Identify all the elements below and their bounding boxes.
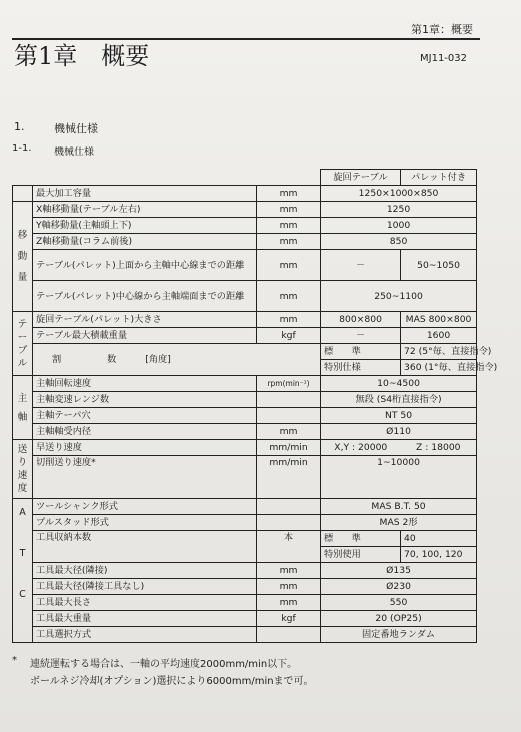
table-row — [13, 408, 477, 424]
table-header-row — [13, 170, 477, 186]
table-row — [13, 595, 477, 611]
row-label: 主軸軸受内径 — [33, 424, 257, 440]
table-row — [13, 627, 477, 643]
sub-label-special: 特別使用 — [321, 547, 401, 563]
row-label: 主軸テーパ穴 — [33, 408, 257, 424]
table-row — [13, 376, 477, 392]
row-label: Z軸移動量(コラム前後) — [33, 234, 257, 250]
row-unit: mm — [257, 281, 321, 312]
row-unit: rpm(min⁻¹) — [257, 376, 321, 392]
row-value: 1~10000 — [321, 456, 477, 499]
row-label: Y軸移動量(主軸頭上下) — [33, 218, 257, 234]
table-row — [13, 328, 477, 344]
row-label: テーブル(パレット)中心線から主軸端面までの距離 — [33, 281, 257, 312]
table-row — [13, 186, 477, 202]
row-unit: mm/min — [257, 440, 321, 456]
row-unit: mm — [257, 595, 321, 611]
row-value: 1250 — [321, 202, 477, 218]
row-label: 割 数 — [52, 354, 117, 365]
section-title: 機械仕様 — [54, 122, 98, 135]
row-value: Ø135 — [321, 563, 477, 579]
row-unit: mm — [257, 563, 321, 579]
row-label: 早送り速度 — [33, 440, 257, 456]
table-row — [13, 611, 477, 627]
row-label: 旋回テーブル(パレット)大きさ — [33, 312, 257, 328]
row-value: MAS 2形 — [321, 515, 477, 531]
row-unit: kgf — [257, 611, 321, 627]
row-value: 550 — [321, 595, 477, 611]
group-label-spindle: 主 軸 — [13, 376, 33, 440]
row-label: 工具最大径(隣接工具なし) — [33, 579, 257, 595]
sub-label-special: 特別仕様 — [321, 360, 401, 376]
group-label-atc: A T C — [13, 499, 33, 643]
table-row — [13, 344, 477, 360]
row-value: 1250×1000×850 — [321, 186, 477, 202]
table-row — [13, 499, 477, 515]
row-value: MAS 800×800 — [401, 312, 477, 328]
row-unit: kgf — [257, 328, 321, 344]
row-unit: mm — [257, 312, 321, 328]
row-unit: mm — [257, 579, 321, 595]
row-label: 工具最大径(隣接) — [33, 563, 257, 579]
row-value: 20 (OP25) — [321, 611, 477, 627]
row-value: 1000 — [321, 218, 477, 234]
footnote-marker: * — [12, 655, 17, 666]
group-label-travel: 移 動 量 — [13, 202, 33, 312]
row-value: 850 — [321, 234, 477, 250]
row-unit: [角度] — [145, 354, 171, 365]
row-value: Ø110 — [321, 424, 477, 440]
document-code: MJ11-032 — [420, 53, 467, 64]
row-unit: mm — [257, 250, 321, 281]
header-chapter-label: 第1章：概要 — [411, 23, 473, 36]
table-row — [13, 392, 477, 408]
table-row — [13, 456, 477, 499]
row-label: プルスタッド形式 — [33, 515, 257, 531]
footnote-line-2: ボールネジ冷却(オプション)選択により6000mm/minまで可。 — [30, 676, 314, 687]
section-number: 1. — [14, 120, 25, 133]
col-header-pallet: パレット付き — [401, 170, 477, 186]
row-label: 主軸回転速度 — [33, 376, 257, 392]
row-label: 主軸変速レンジ数 — [33, 392, 257, 408]
table-row — [13, 424, 477, 440]
row-label: 切削送り速度* — [33, 456, 257, 499]
row-value: 無段 (S4桁直接指令) — [321, 392, 477, 408]
subsection-number: 1-1. — [12, 143, 32, 154]
row-label: X軸移動量(テーブル左右) — [33, 202, 257, 218]
row-value: 800×800 — [321, 312, 401, 328]
row-unit: 本 — [257, 531, 321, 563]
table-row — [13, 281, 477, 312]
group-label-table: テ ー ブ ル — [13, 312, 33, 376]
row-value: 1600 — [401, 328, 477, 344]
row-label: 工具選択方式 — [33, 627, 257, 643]
row-value: X,Y : 20000 — [321, 440, 401, 456]
table-row — [13, 563, 477, 579]
row-value: 360 (1°毎、直接指令) — [401, 360, 477, 376]
subsection-title: 機械仕様 — [54, 147, 94, 158]
row-label: 工具最大重量 — [33, 611, 257, 627]
table-row — [13, 312, 477, 328]
row-label: テーブル最大積載重量 — [33, 328, 257, 344]
row-unit: mm — [257, 186, 321, 202]
spec-table — [12, 169, 498, 643]
col-header-rotary: 旋回テーブル — [321, 170, 401, 186]
row-unit: mm — [257, 218, 321, 234]
table-row — [13, 531, 477, 547]
row-value: 50~1050 — [401, 250, 477, 281]
row-label: テーブル(パレット)上面から主軸中心線までの距離 — [33, 250, 257, 281]
table-row — [13, 579, 477, 595]
row-value: Z : 18000 — [401, 440, 477, 456]
table-row — [13, 218, 477, 234]
table-row — [13, 515, 477, 531]
row-label: 工具収納本数 — [33, 531, 257, 563]
row-unit: mm/min — [257, 456, 321, 499]
row-unit: mm — [257, 424, 321, 440]
row-value: 固定番地ランダム — [321, 627, 477, 643]
row-value: NT 50 — [321, 408, 477, 424]
row-value: 10~4500 — [321, 376, 477, 392]
sub-label-standard: 標 準 — [321, 344, 401, 360]
row-unit: mm — [257, 202, 321, 218]
row-value: 72 (5°毎、直接指令) — [401, 344, 477, 360]
table-row — [13, 440, 477, 456]
group-label-feed: 送 り 速 度 — [13, 440, 33, 499]
row-label: 最大加工容量 — [33, 186, 257, 202]
table-row — [13, 250, 477, 281]
footnote-line-1: 連続運転する場合は、一軸の平均速度2000mm/min以下。 — [30, 659, 298, 670]
row-value: Ø230 — [321, 579, 477, 595]
row-unit: mm — [257, 234, 321, 250]
row-value: － — [321, 328, 401, 344]
row-value: 250~1100 — [321, 281, 477, 312]
row-value: 70, 100, 120 — [401, 547, 477, 563]
row-label: 工具最大長さ — [33, 595, 257, 611]
table-row — [13, 202, 477, 218]
row-label: ツールシャンク形式 — [33, 499, 257, 515]
row-value: － — [321, 250, 401, 281]
chapter-title: 第1章 概要 — [14, 42, 150, 70]
sub-label-standard: 標 準 — [321, 531, 401, 547]
table-row — [13, 234, 477, 250]
row-value: 40 — [401, 531, 477, 547]
row-value: MAS B.T. 50 — [321, 499, 477, 515]
